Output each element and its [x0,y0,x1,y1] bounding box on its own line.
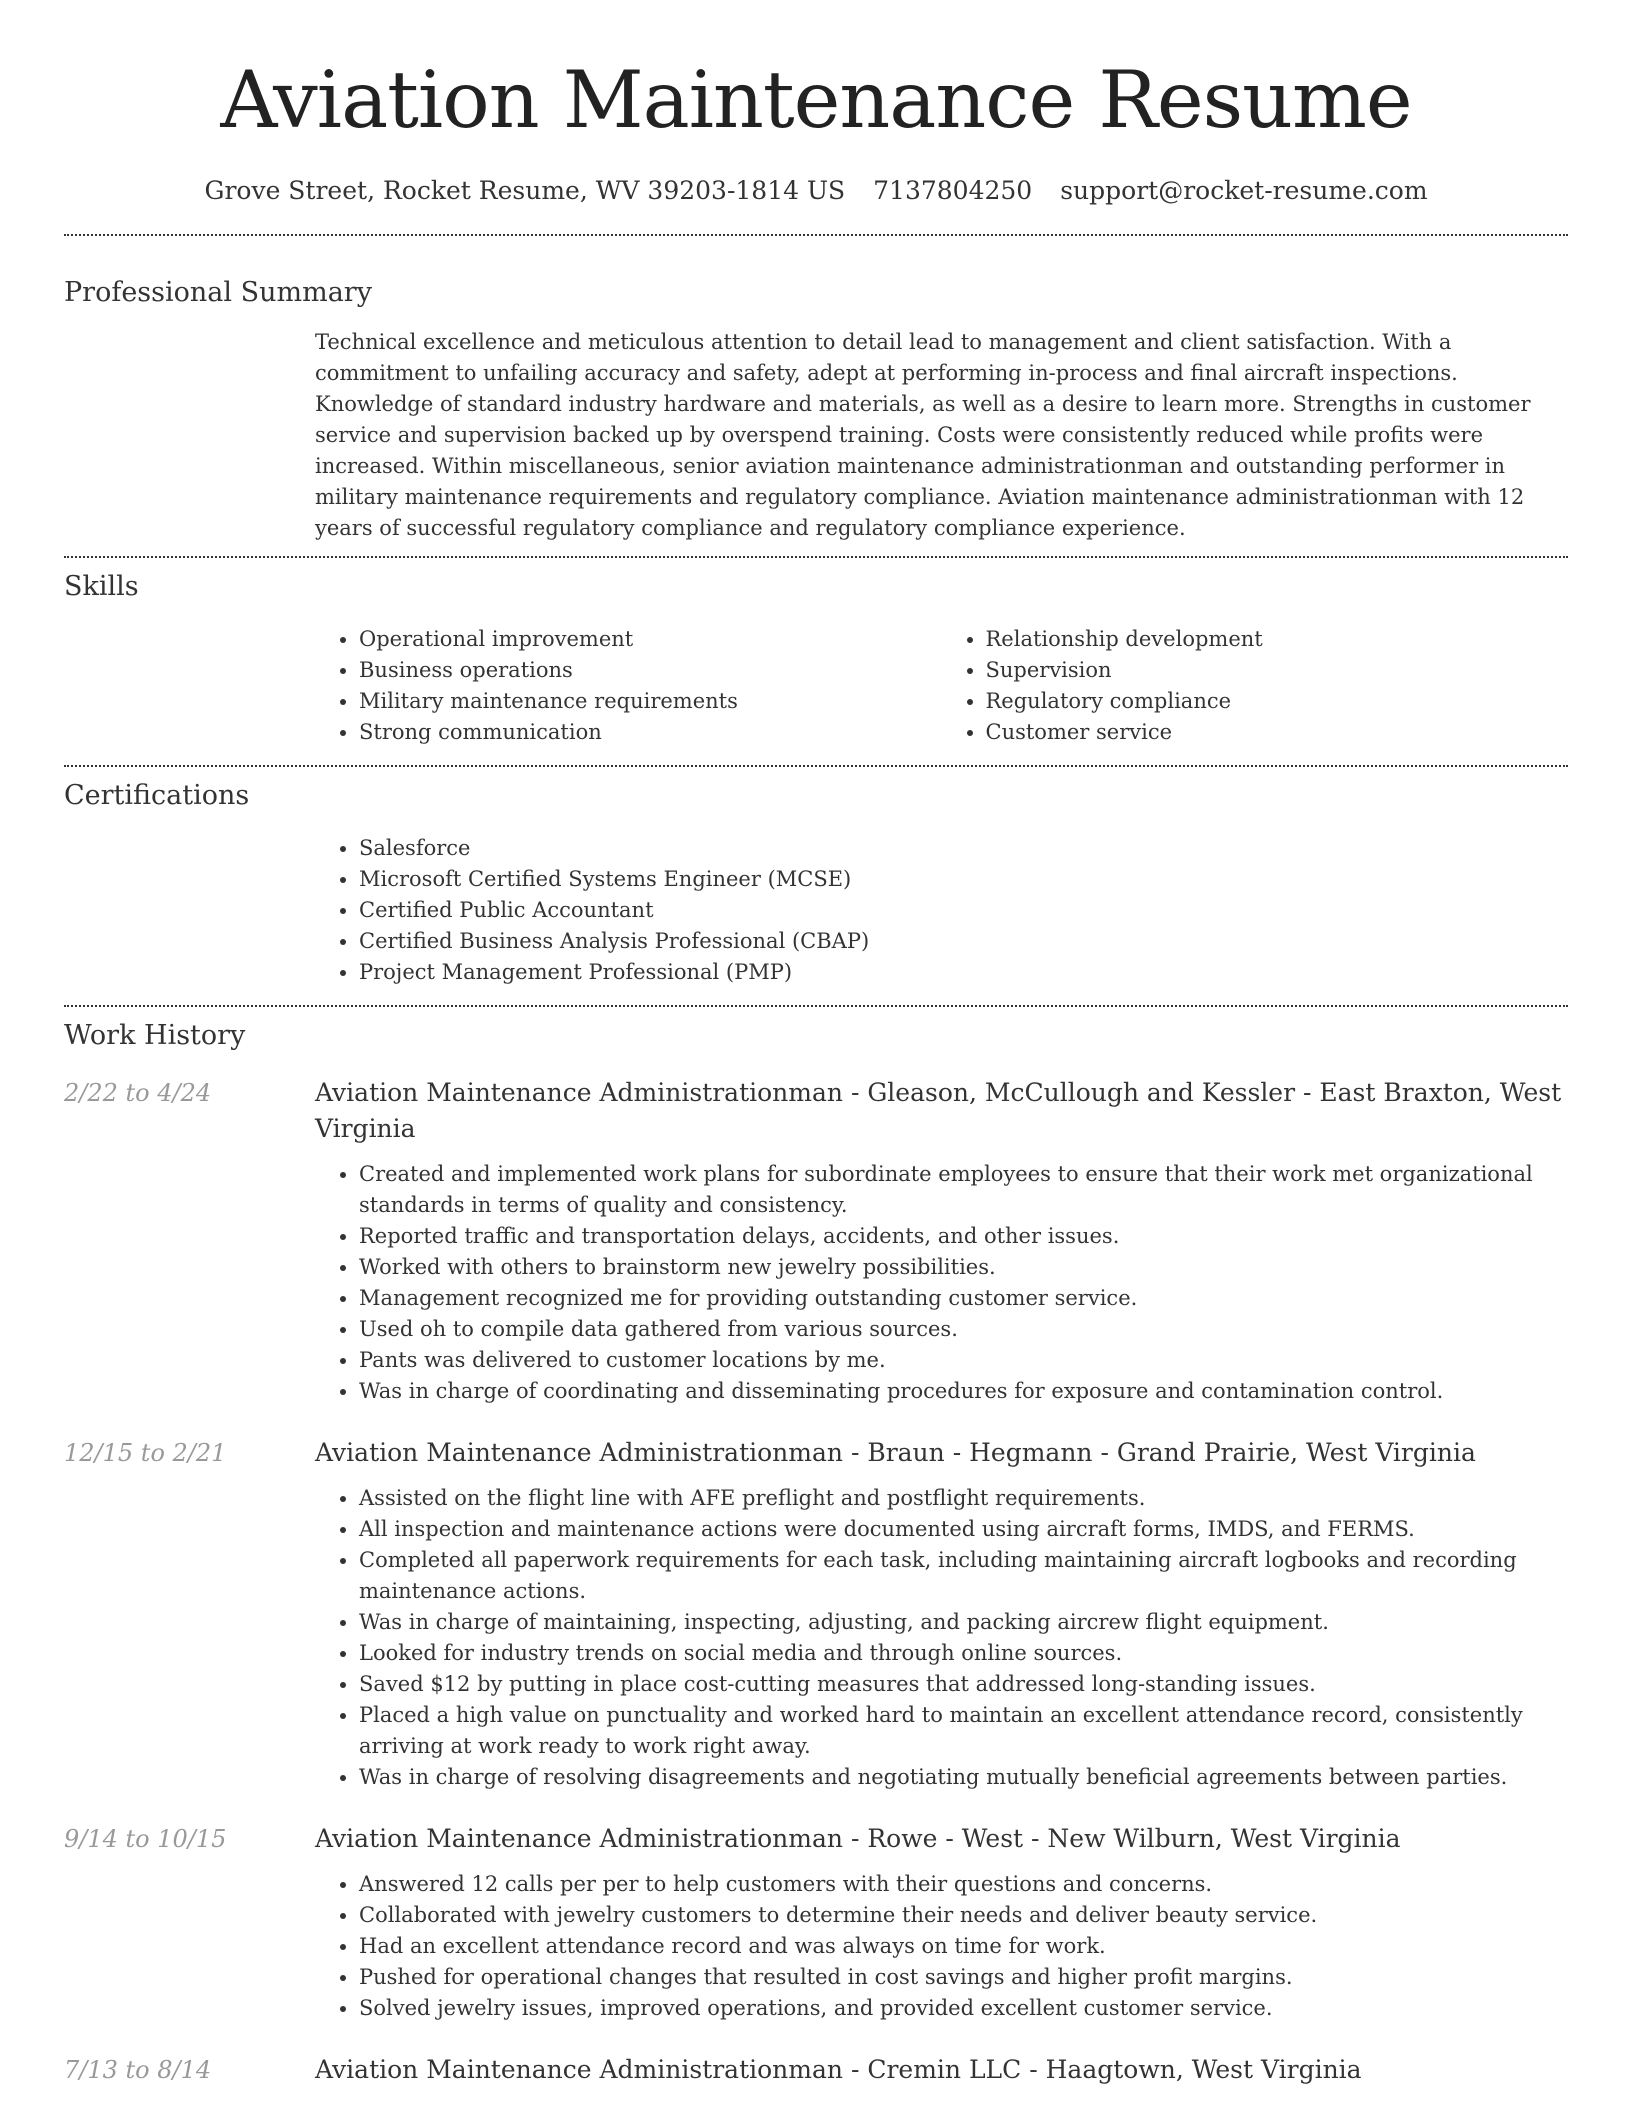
skill-item: • Customer service [986,717,1569,748]
job-date: 7/13 to 8/14 [64,2056,212,2084]
job-bullet: • Had an excellent attendance record and was always on time for work. [359,1931,1568,1962]
certifications-list [315,833,1568,988]
divider [64,765,1568,767]
job-bullet: • Pushed for operational changes that resulted in cost savings and higher profit margins. [359,1962,1568,1993]
job-date: 2/22 to 4/24 [64,1079,212,1107]
contact-line [64,174,1568,208]
summary-text: Technical excellence and meticulous attention to detail lead to management and client satisfaction. With a commitment to unfailing accuracy and safety, adept at performing in-process and final aircraft inspections. Knowledge of standard industry hardware and materials, as well as a desire to learn more. Strengths in customer service and supervision backed up by overspend training. Costs were consistently reduced while profits were increased. Within miscellaneous, senior aviation maintenance administrationman and outstanding performer in military maintenance requirements and regulatory compliance. Aviation maintenance administrationman with 12 years of successful regulatory compliance and regulatory compliance experience. [315,330,1531,540]
job-bullet: • Was in charge of resolving disagreements and negotiating mutually beneficial agreements between parties. [359,1762,1568,1793]
contact-phone: 7137804250 [873,176,1033,205]
skills-section [64,570,1568,748]
job-entry [64,1435,1568,1793]
section-heading-summary: Professional Summary [64,277,372,308]
job-bullet: • Was in charge of maintaining, inspecting, adjusting, and packing aircrew flight equipment. [359,1607,1568,1638]
job-bullet: • Completed all paperwork requirements for each task, including maintaining aircraft logbooks and recording maintenance actions. [359,1545,1568,1607]
work-history-section [64,1019,1568,2088]
job-bullet: • Saved $12 by putting in place cost-cutting measures that addressed long-standing issues. [359,1669,1568,1700]
skill-item: • Business operations [359,655,942,686]
job-main [315,1435,1568,1793]
job-title: Aviation Maintenance Administrationman - Gleason, McCullough and Kessler - East Braxton, West Virginia [315,1078,1562,1143]
skill-item: • Strong communication [359,717,942,748]
job-bullets [315,1483,1568,1793]
job-title: Aviation Maintenance Administrationman - Braun - Hegmann - Grand Prairie, West Virginia [315,1438,1476,1467]
job-bullet: • Collaborated with jewelry customers to determine their needs and deliver beauty service. [359,1900,1568,1931]
certification-item: • Certified Business Analysis Professional (CBAP) [359,926,1568,957]
job-bullets [315,1159,1568,1407]
skills-list-left [315,624,942,748]
job-date: 9/14 to 10/15 [64,1825,227,1853]
skill-item: • Regulatory compliance [986,686,1569,717]
job-entry [64,1821,1568,2024]
job-main [315,1821,1568,2024]
divider [64,556,1568,558]
skill-item: • Relationship development [986,624,1569,655]
certification-item: • Salesforce [359,833,1568,864]
certification-item: • Microsoft Certified Systems Engineer (MCSE) [359,864,1568,895]
job-bullet: • Management recognized me for providing outstanding customer service. [359,1283,1568,1314]
job-title: Aviation Maintenance Administrationman - Cremin LLC - Haagtown, West Virginia [315,2055,1362,2084]
job-bullet: • Created and implemented work plans for subordinate employees to ensure that their work met organizational standards in terms of quality and consistency. [359,1159,1568,1221]
contact-email: support@rocket-resume.com [1060,176,1428,205]
job-bullets [315,1869,1568,2024]
certification-item: • Project Management Professional (PMP) [359,957,1568,988]
certifications-body [315,833,1568,988]
job-bullet: • Worked with others to brainstorm new jewelry possibilities. [359,1252,1568,1283]
job-main [315,1075,1568,1407]
certification-item: • Certified Public Accountant [359,895,1568,926]
job-bullet: • Reported traffic and transportation delays, accidents, and other issues. [359,1221,1568,1252]
job-bullet: • Was in charge of coordinating and disseminating procedures for exposure and contamination control. [359,1376,1568,1407]
skill-item: • Military maintenance requirements [359,686,942,717]
skill-item: • Operational improvement [359,624,942,655]
job-bullet: • Used oh to compile data gathered from various sources. [359,1314,1568,1345]
job-bullet: • Looked for industry trends on social media and through online sources. [359,1638,1568,1669]
job-entry [64,2052,1568,2088]
section-heading-work-history: Work History [64,1020,246,1051]
skills-list-right [942,624,1569,748]
summary-section [64,276,1568,544]
skills-columns [315,624,1568,748]
divider [64,234,1568,236]
job-bullet: • All inspection and maintenance actions were documented using aircraft forms, IMDS, and FERMS. [359,1514,1568,1545]
job-entry [64,1075,1568,1407]
job-bullet: • Answered 12 calls per per to help customers with their questions and concerns. [359,1869,1568,1900]
resume-title: Aviation Maintenance Resume [220,54,1412,146]
resume-page [64,0,1568,2088]
skill-item: • Supervision [986,655,1569,686]
job-title: Aviation Maintenance Administrationman - Rowe - West - New Wilburn, West Virginia [315,1824,1401,1853]
certifications-section [64,779,1568,988]
divider [64,1005,1568,1007]
job-date: 12/15 to 2/21 [64,1439,227,1467]
contact-address: Grove Street, Rocket Resume, WV 39203-1814 US [204,176,846,205]
job-bullet: • Assisted on the flight line with AFE preflight and postflight requirements. [359,1483,1568,1514]
job-main [315,2052,1568,2088]
section-heading-skills: Skills [64,571,139,602]
job-bullet: • Placed a high value on punctuality and worked hard to maintain an excellent attendance record, consistently arriving at work ready to work right away. [359,1700,1568,1762]
job-bullet: • Solved jewelry issues, improved operations, and provided excellent customer service. [359,1993,1568,2024]
job-bullet: • Pants was delivered to customer locations by me. [359,1345,1568,1376]
section-heading-certifications: Certifications [64,780,250,811]
